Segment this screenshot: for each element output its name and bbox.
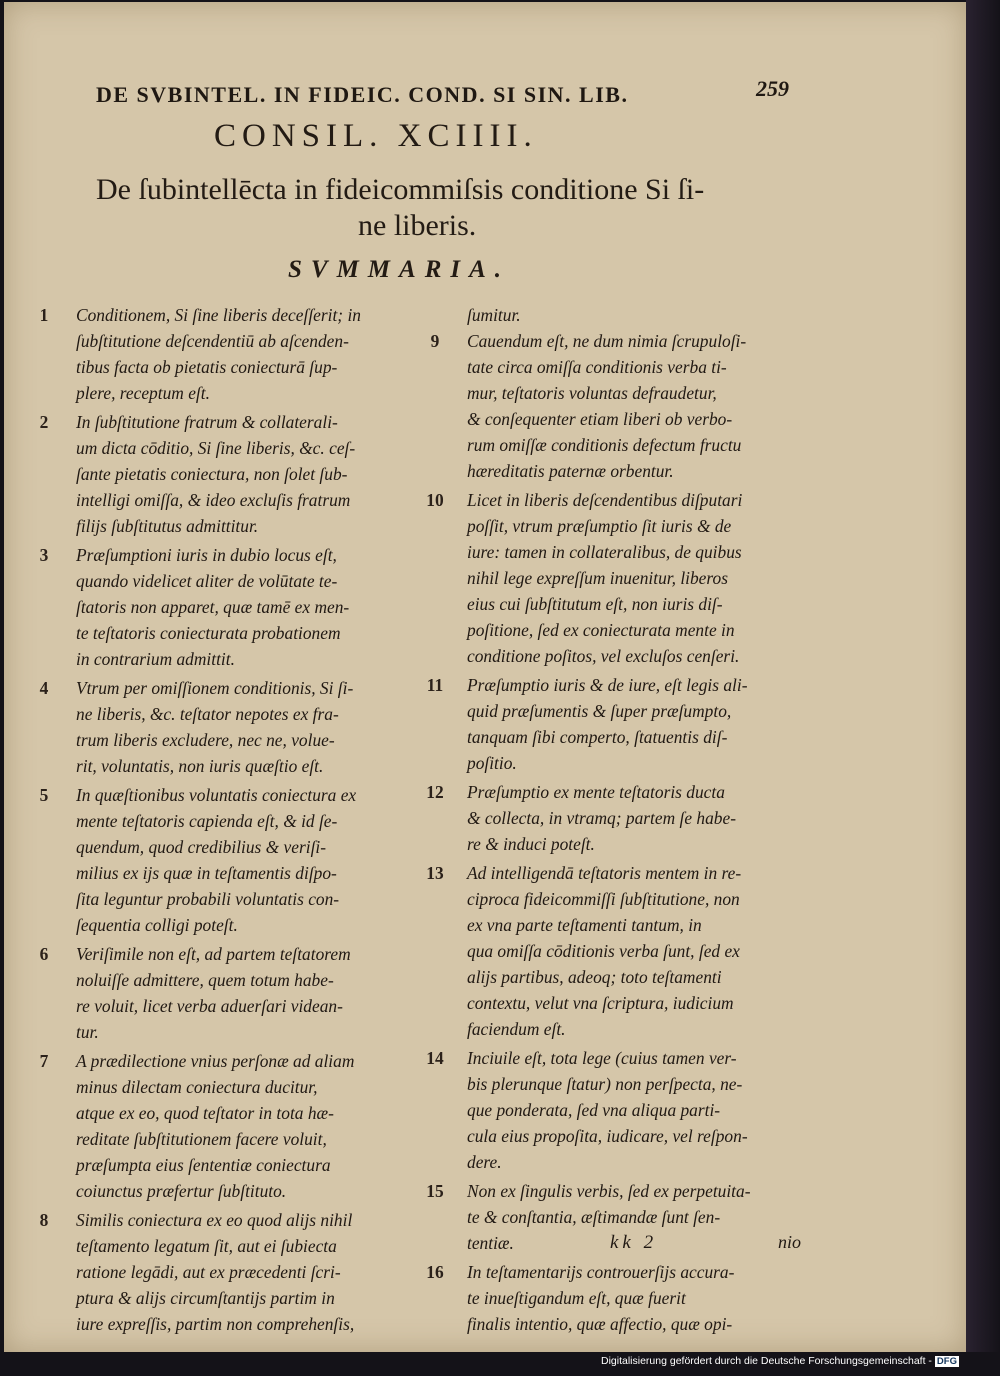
summary-item-number: 11 [426,675,444,695]
signature-mark: kk 2 [610,1232,658,1253]
catchword: nio [778,1232,802,1252]
summary-item-text: Veriſimile non eſt, ad partem teſtatorem noluiſſe admittere, quem totum habe- re voluit, licet verba aduerſari videan- tur. [76,944,351,1042]
summaria-heading: SVMMARIA. [288,256,511,283]
summary-item-text: A prædilectione vnius perſonæ ad aliam minus dilectam coniectura ducitur, atque ex eo, quod teſtator in tota hæ- reditate ſubſtitutionem facere voluit, præſumpta eius ſententiæ coniectura coiunctus præfertur ſubſtituto. [76,1051,355,1201]
summary-item-text: Ad intelligendā teſtatoris mentem in re- ciproca fideicommiſſi ſubſtitutione, non ex vna parte teſtamenti tantum, in qua omiſſa cōditionis verba ſunt, ſed ex alijs partibus, adeoq; toto teſtamenti contextu, velut vna ſcriptura, iudicium faciendum eſt. [467,863,742,1039]
consil-title: CONSIL. XCIIII. [214,118,538,154]
summary-item-number: 2 [39,412,49,432]
summary-column-right [419,302,804,1340]
summary-item [419,1045,804,1175]
running-head: DE SVBINTEL. IN FIDEIC. COND. SI SIN. LIB. [96,82,629,107]
summary-item [28,409,413,539]
subtitle-line-1: De ſubintellēcta in fideicommiſsis conditione Si ſi- [96,173,705,206]
summary-item [419,779,804,857]
scan-edge [966,0,1000,1352]
footer-credit [601,1355,959,1367]
subtitle-line-2: ne liberis. [358,209,477,242]
summary-item [28,302,413,406]
summary-item-number: 14 [426,1048,444,1068]
summary-item-text: Conditionem, Si ſine liberis deceſſerit; in ſubſtitutione deſcendentiū ab aſcenden- tibus facta ob pietatis coniecturā ſup- plere, receptum eſt. [76,305,361,403]
summary-continuation [419,302,804,328]
summary-item-number: 3 [39,545,49,565]
summary-item-text: Non ex ſingulis verbis, ſed ex perpetuita- te & conſtantia, æſtimandæ ſunt ſen- tentiæ. [467,1181,751,1253]
summary-item-number: 12 [426,782,444,802]
summary-item-number: 10 [426,490,444,510]
summary-item [28,941,413,1045]
continuation-text: ſumitur. [467,305,521,325]
summary-item-number: 5 [39,785,49,805]
summary-item [419,328,804,484]
summary-item-number: 1 [39,305,49,325]
summary-item-text: Vtrum per omiſſionem conditionis, Si ſi- ne liberis, &c. teſtator nepotes ex fra- trum liberis excludere, nec ne, volue- rit, voluntatis, non iuris quæſtio eſt. [76,678,354,776]
summary-item-number: 7 [39,1051,49,1071]
summary-item-text: Præſumptio iuris & de iure, eſt legis ali- quid præſumentis & ſuper præſumpto, tanquam ſibi comperto, ſtatuentis diſ- poſitio. [467,675,748,773]
summary-item-number: 13 [426,863,444,883]
summary-item [419,860,804,1042]
summary-item [28,675,413,779]
summary-item-number: 4 [39,678,49,698]
summary-item [28,542,413,672]
summary-column-left [28,302,413,1340]
folio-number: 259 [756,76,789,101]
summary-item [28,782,413,938]
subtitle [96,172,776,244]
book-page [4,2,966,1352]
footer-text: Digitalisierung gefördert durch die Deutsche Forschungsgemeinschaft - [601,1355,932,1367]
summary-item-text: Præſumptio ex mente teſtatoris ducta & collecta, in vtramq; partem ſe habe- re & induci poteſt. [467,782,737,854]
summary-item-text: Inciuile eſt, tota lege (cuius tamen ver- bis plerunque ſtatur) non perſpecta, ne- que ponderata, ſed vna aliqua parti- cula eius propoſita, iudicare, vel reſpon- dere. [467,1048,748,1172]
summary-item [28,1048,413,1204]
summary-item [419,672,804,776]
summary-item-text: Licet in liberis deſcendentibus diſputari poſſit, vtrum præſumptio ſit iuris & de iure: tamen in collateralibus, de quibus nihil lege expreſſum inuenitur, liberos eius cui ſubſtitutum eſt, non iuris diſ- poſitione, ſed ex coniecturata mente in conditione poſitos, vel excluſos cenſeri. [467,490,743,666]
summary-item-number: 15 [426,1181,444,1201]
summary-item-number: 9 [430,331,440,351]
summary-item-text: Similis coniectura ex eo quod alijs nihil teſtamento legatum ſit, aut ei ſubiecta ratione legādi, aut ex præcedenti ſcri- ptura & alijs circumſtantijs partim in iure expreſſis, partim non comprehenſis, [76,1210,355,1334]
summary-item [419,487,804,669]
summary-item-text: In teſtamentarijs controuerſijs accura- te inueſtigandum eſt, quæ fuerit finalis intentio, quæ affectio, quæ opi- [467,1262,735,1334]
summary-item-text: Cauendum eſt, ne dum nimia ſcrupuloſi- tate circa omiſſa conditionis verba ti- mur, teſtatoris voluntas defraudetur, & conſequenter etiam liberi ob verbo- rum omiſſæ conditionis defectum fructu hæreditatis paternæ orbentur. [467,331,747,481]
summary-item-text: In ſubſtitutione fratrum & collaterali- um dicta cōditio, Si ſine liberis, &c. ceſ- ſante pietatis coniectura, non ſolet ſub- intelligi omiſſa, & ideo excluſis fratrum filijs ſubſtitutus admittitur. [76,412,356,536]
summary-item-number: 8 [39,1210,49,1230]
summary-item-text: In quæſtionibus voluntatis coniectura ex mente teſtatoris capienda eſt, & id ſe- quendum, quod credibilius & veriſi- milius ex ijs quæ in teſtamentis diſpo- ſita leguntur probabili voluntatis con- ſequentia colligi poteſt. [76,785,357,935]
summary-item-text: Præſumptioni iuris in dubio locus eſt, quando videlicet aliter de volūtate te- ſtatoris non apparet, quæ tamē ex men- te teſtatoris coniecturata probationem in contrarium admittit. [76,545,350,669]
summary-item [419,1259,804,1337]
summary-item-number: 16 [426,1262,444,1282]
summary-item-number: 6 [39,944,49,964]
dfg-logo: DFG [936,1356,957,1367]
summary-item [28,1207,413,1337]
